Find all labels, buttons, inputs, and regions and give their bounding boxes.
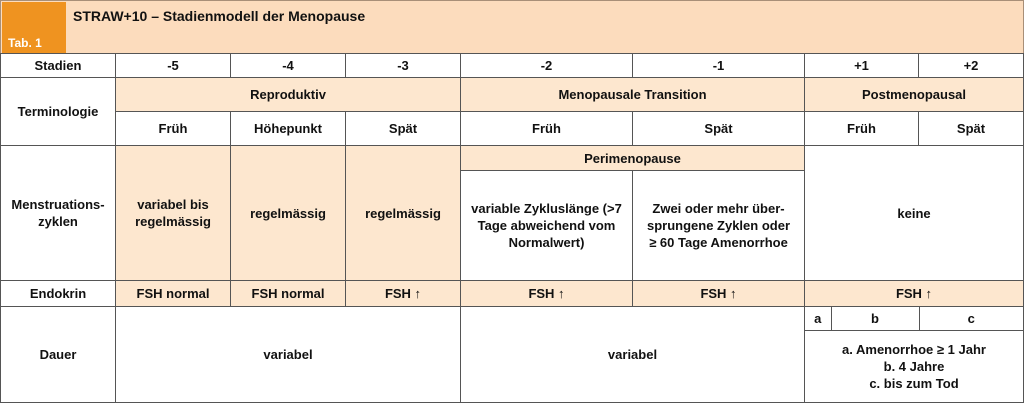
- sub-stage-cell: Spät: [633, 112, 805, 146]
- stage-cell: -3: [346, 54, 461, 78]
- stage-cell: -4: [231, 54, 346, 78]
- terminologie-sub-row: [1, 112, 1024, 146]
- group-reproduktiv: Reproduktiv: [116, 78, 461, 112]
- stage-cell: -5: [116, 54, 231, 78]
- hormone-cell: FSH ↑: [633, 281, 805, 307]
- stage-cell: +2: [919, 54, 1024, 78]
- dauer-row: [1, 307, 1024, 403]
- sub-stage-cell: Höhepunkt: [231, 112, 346, 146]
- duration-sub-label: c: [919, 307, 1023, 330]
- table-header: [0, 0, 1024, 54]
- cycle-cell: variabel bis regelmässig: [116, 146, 231, 281]
- sub-stage-cell: Spät: [919, 112, 1024, 146]
- cycle-cell-postmenopausal: keine: [805, 146, 1024, 281]
- sub-stage-cell: Früh: [116, 112, 231, 146]
- sub-stage-cell: Früh: [461, 112, 633, 146]
- perimenopause-header: Perimenopause: [461, 146, 805, 171]
- tab-badge: [2, 2, 66, 54]
- stage-cell: +1: [805, 54, 919, 78]
- stage-cell: -2: [461, 54, 633, 78]
- sub-stage-cell: Früh: [805, 112, 919, 146]
- stage-cell: -1: [633, 54, 805, 78]
- terminologie-label: Terminologie: [1, 78, 116, 146]
- duration-sub-label: a: [814, 310, 822, 326]
- duration-subtable: [805, 307, 1023, 402]
- cycle-cell: Zwei oder mehr über-sprungene Zyklen oder ≥ 60 Tage Amenorrhoe: [633, 171, 805, 281]
- tab-label: Tab. 1: [8, 36, 42, 50]
- endokrin-label: Endokrin: [1, 281, 116, 307]
- endokrin-row: [1, 281, 1024, 307]
- sub-stage-cell: Spät: [346, 112, 461, 146]
- hormone-cell: FSH normal: [116, 281, 231, 307]
- dauer-label: Dauer: [1, 307, 116, 403]
- duration-cell: variabel: [461, 307, 805, 403]
- legend-item: a. Amenorrhoe ≥ 1 Jahr: [842, 341, 986, 357]
- terminologie-group-row: [1, 78, 1024, 112]
- duration-cell: variabel: [116, 307, 461, 403]
- table-title: STRAW+10 – Stadienmodell der Menopause: [73, 8, 366, 24]
- hormone-cell: FSH ↑: [461, 281, 633, 307]
- straw-table: [0, 53, 1024, 403]
- cycle-cell: regelmässig: [346, 146, 461, 281]
- stadien-row: [1, 54, 1024, 78]
- cycle-cell: variable Zykluslänge (>7 Tage abweichend vom Normalwert): [461, 171, 633, 281]
- duration-sub-label: b: [831, 307, 919, 330]
- stadien-label: Stadien: [1, 54, 116, 78]
- hormone-cell: FSH ↑: [805, 281, 1024, 307]
- duration-postmenopausal-cell: [805, 307, 1024, 403]
- legend-item: c. bis zum Tod: [869, 375, 959, 391]
- cycle-cell: regelmässig: [231, 146, 346, 281]
- hormone-cell: FSH normal: [231, 281, 346, 307]
- hormone-cell: FSH ↑: [346, 281, 461, 307]
- group-menopausale-transition: Menopausale Transition: [461, 78, 805, 112]
- menstruation-label: Menstruations-zyklen: [1, 146, 116, 281]
- duration-legend: [805, 330, 1023, 402]
- legend-item: b. 4 Jahre: [883, 358, 945, 374]
- perimenopause-row: [1, 146, 1024, 171]
- group-postmenopausal: Postmenopausal: [805, 78, 1024, 112]
